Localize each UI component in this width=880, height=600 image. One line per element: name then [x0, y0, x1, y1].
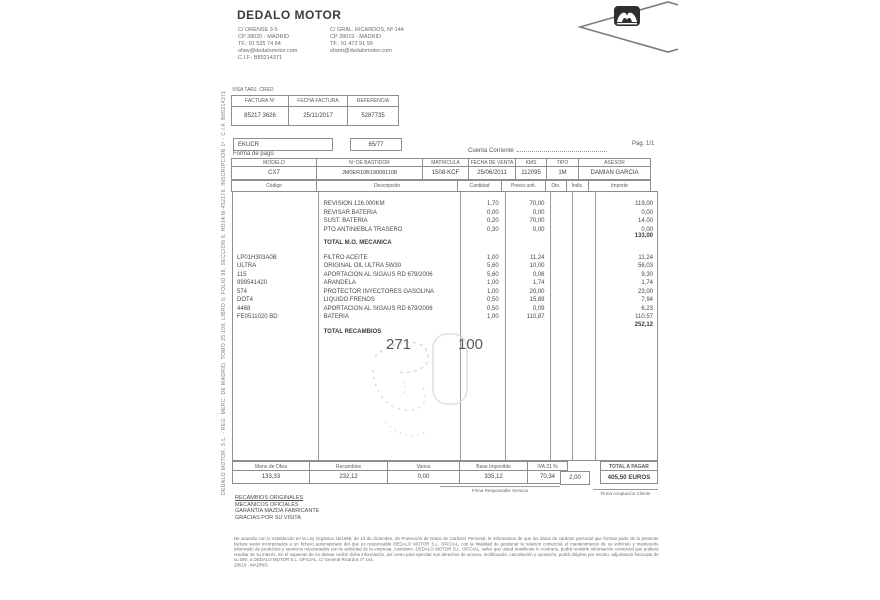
detail-col-header: Código	[231, 180, 317, 192]
labor-row	[233, 217, 657, 226]
total-to-pay-value: 405,50 EUROS	[600, 471, 658, 484]
stamp-number-right: 100	[458, 336, 484, 353]
item-description: ARANDELA	[323, 280, 356, 286]
item-amount: 9,30	[641, 271, 653, 278]
item-code: 574	[237, 288, 248, 295]
item-description: REVISAR BATERIA	[323, 209, 377, 216]
note-line: MECANICOS OFICIALES	[235, 501, 299, 508]
item-code: 999541420	[237, 280, 268, 286]
item-amount: 0,00	[641, 209, 653, 216]
item-price: 0,00	[532, 209, 545, 216]
item-qty: 5,60	[487, 271, 499, 278]
payment-form-label: Forma de pago	[233, 151, 274, 157]
account-label	[468, 148, 607, 154]
item-price: 0,06	[532, 271, 545, 278]
total-parts-cell	[309, 461, 388, 484]
invoice-reference-value: 5287735	[361, 113, 385, 119]
total-col-header: IVA 21 %	[527, 461, 568, 471]
labor-total-amount: 133,00	[634, 233, 653, 239]
stamp-scribble	[355, 312, 505, 457]
taxable-base-cell	[459, 461, 528, 484]
item-price: 110,87	[526, 314, 545, 320]
invoice-table	[232, 95, 399, 126]
legal-text: De acuerdo con lo establecido en la Ley Orgánica 15/1999, de 13 de diciembre, de Protección de Datos de Carácter Personal, le informamos de que los datos de carácter personal que forman parte de la presente factura serán incorporados a un fichero automatizado del que es responsable DEDALO MOTOR S.L. OFICIAL, con la finalidad de gestionar la relación comercial, el mantenimiento de su vehículo y mantenerle informado de productos y servicios relacionados con la actividad de la empresa. Asimismo, DEDALO MOTOR S.L. OFICIAL, salvo que usted manifieste lo contrario, podrá remitirle información comercial que pudiera resultar de su interés. En el supuesto de no desear recibir dicha información, así como para ejercitar sus derechos de acceso, rectificación, cancelación y oposición, podrá dirigirse por escrito, adjuntando fotocopia de su DNI, a DEDALO MOTOR S.L. OFICIAL, C/ General Ricardos nº 144,	[234, 536, 659, 562]
vehicle-type: 1M	[546, 166, 579, 180]
item-price: 70,00	[529, 218, 545, 224]
legal-block	[234, 536, 664, 591]
address-line: TF.: 91 535 74 84	[238, 41, 281, 47]
item-code: DOT4	[237, 297, 254, 303]
detail-col-header: Descripción	[316, 180, 458, 192]
item-description: SUST. BATERIA	[323, 218, 368, 224]
total-labor-value: 133,33	[232, 471, 310, 484]
column-header: FECHA FACTURA	[289, 96, 347, 107]
detail-col-header: Importe	[588, 180, 651, 192]
item-code: LP01H303A0B	[237, 254, 277, 261]
item-amount: 6,23	[641, 305, 653, 312]
vat-value: 70,34	[527, 471, 568, 484]
item-price: 10,00	[529, 263, 545, 269]
invoice-reference-cell	[347, 95, 399, 126]
address-line: TF.: 91 472 91 99	[330, 41, 373, 47]
extra-amount-cell: 2,00	[560, 471, 590, 485]
note-line: RECAMBIOS ORIGINALES	[235, 495, 304, 501]
item-price: 0,00	[532, 226, 545, 233]
item-amount: 23,00	[637, 288, 653, 295]
vehicle-vin: JM0ER10B190081108	[316, 166, 423, 180]
parts-row	[233, 288, 657, 297]
item-amount: 14,00	[637, 218, 653, 224]
item-amount: 11,24	[638, 254, 653, 261]
vehicle-plate: 1508-KCF	[422, 166, 469, 180]
item-amount: 119,00	[635, 201, 653, 207]
item-amount: 7,94	[641, 297, 653, 303]
vehicle-kms: 112095	[515, 166, 547, 180]
item-qty: 0,00	[487, 209, 499, 216]
total-col-header: Base Imponible	[459, 461, 528, 471]
invoice-date-cell	[288, 95, 348, 126]
parts-row	[233, 279, 657, 288]
total-misc-cell	[387, 461, 460, 484]
parts-row	[233, 262, 657, 271]
total-to-pay-header: TOTAL A PAGAR	[600, 461, 658, 471]
vehicle-value-row	[232, 166, 651, 180]
total-col-header: Varios	[387, 461, 460, 471]
vehicle-col-header: TIPO	[546, 158, 579, 167]
account-label-text: Cuenta Corriente :	[468, 148, 518, 154]
vehicle-sale-date: 25/06/2011	[468, 166, 516, 180]
vehicle-col-header: Nº DE BASTIDOR	[316, 158, 423, 167]
address-line: CP 28019 - MADRID	[330, 34, 381, 40]
address-line: C/ ORENSE 3-5	[238, 27, 278, 33]
invoice-number-cell	[231, 95, 289, 126]
mazda-logo-icon	[568, 0, 678, 56]
item-price: 11,24	[529, 254, 545, 261]
stamp-number-left: 271	[386, 336, 412, 353]
parts-total-amount: 252,12	[634, 321, 653, 328]
note-line: GRACIAS POR SU VISITA	[235, 514, 301, 521]
address-line: CP 28020 - MADRID	[238, 34, 289, 40]
detail-col-header: Índic.	[566, 180, 589, 192]
item-qty: 1,00	[487, 280, 499, 286]
item-qty: 0,50	[487, 305, 499, 312]
client-signature-label: Firma Aceptación Cliente	[593, 489, 658, 496]
item-code: 115	[237, 271, 247, 278]
detail-col-header: Cantidad	[457, 180, 502, 192]
order-number-box: 65/77	[350, 138, 402, 151]
legal-city: 28019 - MADRID.	[234, 562, 269, 568]
company-address-1	[238, 27, 297, 62]
item-qty: 0,50	[487, 297, 499, 303]
service-signature-label: Firma Responsable Servicio	[440, 486, 560, 493]
item-qty: 5,60	[487, 263, 499, 269]
column-header: FACTURA Nº	[232, 96, 288, 107]
item-code: 4468	[237, 305, 251, 312]
item-description: REVISION 126.000KM	[323, 201, 385, 207]
item-description: PTO ANTINIEBLA TRASERO	[323, 226, 403, 233]
item-description: APORTACION AL SIGAUS RD 679/2006	[323, 271, 433, 278]
side-registry-wrap	[221, 90, 229, 495]
item-description: FILTRO ACEITE	[323, 254, 368, 261]
item-qty: 1,70	[487, 201, 499, 207]
item-code: FE0511020 BD	[237, 314, 278, 320]
labor-row	[233, 209, 657, 218]
item-amount: 56,03	[637, 263, 653, 269]
vehicle-col-header: FECHA DE VENTA	[468, 158, 516, 167]
parts-row	[233, 296, 657, 305]
service-advisor: DAMIAN GARCIA	[578, 166, 651, 180]
item-amount: 1,74	[641, 280, 653, 286]
parts-row	[233, 254, 657, 263]
note-line: GARANTIA MAZDA FABRICANTE	[235, 508, 320, 514]
item-qty: 0,30	[487, 226, 499, 233]
detail-col-header: Precio unit.	[501, 180, 546, 192]
labor-total-label: TOTAL M.O. MECANICA	[323, 240, 392, 246]
item-description: LIQUIDO FRENOS	[323, 297, 375, 303]
total-misc-value: 0,00	[387, 471, 460, 484]
total-labor-cell	[232, 461, 310, 484]
total-col-header: Recambios	[309, 461, 388, 471]
invoice-number-value: 85217 3626	[244, 113, 276, 119]
company-address-2	[330, 27, 404, 55]
page-indicator: Pag. 1/1	[632, 141, 655, 147]
item-description: ORIGINAL OIL ULTRA 5W30	[323, 263, 402, 269]
side-registry-text: DEDALO MOTOR, S.L. - REG. MERC. DE MADRID, TOMO 25.109, LIBRO 0, FOLIO 98, SECCION 8, HOJA M-452176, INSCRIPCION 1ª - C.I.F. B85214371	[221, 90, 227, 495]
address-line: ofaw@dedalomotor.com	[238, 48, 298, 54]
item-qty: 0,20	[487, 218, 499, 224]
taxable-base-value: 335,12	[459, 471, 528, 484]
address-line: C/ GRAL. RICARDOS, Nº 144	[330, 27, 404, 33]
labor-total-row	[233, 233, 657, 248]
address-line: ofarm@dedalomotor.com	[330, 48, 392, 54]
detail-col-header: Dto.	[545, 180, 567, 192]
payment-method-label: VISA TARJ. CRED	[232, 87, 274, 93]
vehicle-col-header: MATRICULA	[422, 158, 469, 167]
total-to-pay-cell	[600, 461, 658, 484]
vehicle-col-header: KMS	[515, 158, 547, 167]
item-qty: 1,00	[487, 288, 499, 295]
vehicle-col-header: ASESOR	[578, 158, 651, 167]
account-fill-line	[517, 151, 607, 152]
item-price: 15,89	[529, 297, 545, 303]
labor-row	[233, 200, 657, 209]
footer-notes	[235, 495, 319, 521]
item-amount: 0,00	[641, 226, 653, 233]
item-amount: 110,57	[635, 314, 653, 320]
item-code: ULTRA	[237, 263, 257, 269]
parts-row	[233, 271, 657, 280]
item-price: 20,00	[529, 288, 545, 295]
parts-total-label: TOTAL RECAMBIOS	[323, 328, 382, 335]
item-qty: 1,00	[487, 314, 499, 320]
total-col-header: Mano de Obra	[232, 461, 310, 471]
company-name: DEDALO MOTOR	[237, 8, 342, 22]
order-code-box: EKUCR	[233, 138, 333, 151]
item-description: PROTECTOR INYECTORES GASOLINA	[323, 288, 435, 295]
item-price: 70,00	[529, 201, 545, 207]
total-parts-value: 232,12	[309, 471, 388, 484]
address-line: C.I.F.: B85214371	[238, 55, 283, 61]
item-qty: 1,00	[487, 254, 499, 261]
column-header: REFERENCIA	[348, 96, 398, 107]
invoice-date-value: 25/11/2017	[303, 113, 333, 119]
item-price: 0,09	[532, 305, 545, 312]
item-price: 1,74	[532, 280, 545, 286]
item-description: BATERIA	[323, 314, 349, 320]
vehicle-model: CX7	[231, 166, 317, 180]
vehicle-col-header: MODELO	[231, 158, 317, 167]
item-description: APORTACION AL SIGAUS RD 679/2006	[323, 305, 433, 312]
